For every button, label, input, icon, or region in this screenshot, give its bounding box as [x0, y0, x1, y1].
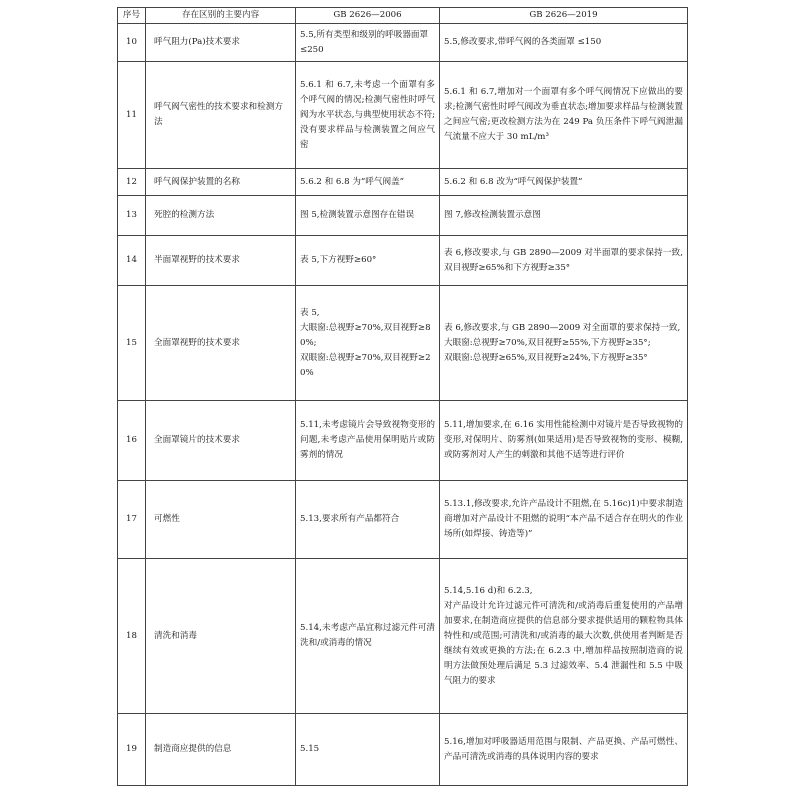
- table-row: [118, 286, 688, 401]
- table-row: [118, 714, 688, 786]
- row-gb2019: 5.11,增加要求,在 6.16 实用性能检测中对镜片是否导致视物的变形,对保明片、防雾剂(如果适用)是否导致视物的变形、模糊,或防雾剂对人产生的刺激和其他不适等进行评价: [440, 401, 688, 481]
- row-gb2019: [440, 286, 688, 401]
- row-item: 可燃性: [146, 481, 296, 559]
- table-header-row: [118, 8, 688, 24]
- row-gb2006: 5.13,要求所有产品都符合: [296, 481, 440, 559]
- row-gb2006: 5.6.1 和 6.7,未考虑一个面罩有多个呼气阀的情况;检测气密性时呼气阀为水平状态,与典型使用状态不符;没有要求样品与检测装置之间应气密: [296, 62, 440, 169]
- row-item: 死腔的检测方法: [146, 196, 296, 236]
- comparison-table: [117, 7, 688, 786]
- row-item: 全面罩镜片的技术要求: [146, 401, 296, 481]
- row-gb2006: 图 5,检测装置示意图存在错误: [296, 196, 440, 236]
- row-no: 13: [118, 196, 146, 236]
- row-gb2019: 5.16,增加对呼吸器适用范围与限制、产品更换、产品可燃性、产品可清洗或消毒的具体说明内容的要求: [440, 714, 688, 786]
- text-line: 表 6,修改要求,与 GB 2890—2009 对全面罩的要求保持一致,: [444, 322, 681, 333]
- row-gb2006: 表 5,下方视野≥60°: [296, 236, 440, 286]
- row-item: 制造商应提供的信息: [146, 714, 296, 786]
- row-item: 呼气阀气密性的技术要求和检测方法: [146, 62, 296, 169]
- row-no: 11: [118, 62, 146, 169]
- text-line: 对产品设计允许过滤元件可清洗和/或消毒后重复使用的产品增加要求,在制造商应提供的信息部分要求提供适用的颗粒物具体特性和/或范围;可清洗和/或消毒的最大次数,供使用者判断是否继续有效或更换的方法;在 6.2.3 中,增加样品按照制造商的说明方法做预处理后满足 5.3 过滤效率、5.4 泄漏性和 5.5 中吸气阻力的要求: [444, 600, 683, 686]
- table-row: [118, 196, 688, 236]
- table-row: [118, 559, 688, 714]
- row-gb2006: 5.6.2 和 6.8 为“呼气阀盖”: [296, 169, 440, 196]
- text-line: 双眼窗:总视野≥70%,双目视野≥20%: [300, 352, 431, 378]
- table-row: [118, 62, 688, 169]
- row-no: 16: [118, 401, 146, 481]
- header-no: 序号: [118, 8, 146, 24]
- row-gb2006: 5.11,未考虑镜片会导致视物变形的问题,未考虑产品使用保明贴片或防雾剂的情况: [296, 401, 440, 481]
- row-no: 18: [118, 559, 146, 714]
- row-gb2006: 5.14,未考虑产品宜称过滤元件可清洗和/或消毒的情况: [296, 559, 440, 714]
- row-item: 全面罩视野的技术要求: [146, 286, 296, 401]
- table-row: [118, 236, 688, 286]
- header-gb2019: GB 2626—2019: [440, 8, 688, 24]
- text-line: 大眼窗:总视野≥70%,双目视野≥55%,下方视野≥35°;: [444, 337, 651, 348]
- row-no: 12: [118, 169, 146, 196]
- row-gb2019: 5.6.2 和 6.8 改为“呼气阀保护装置”: [440, 169, 688, 196]
- text-line: 5.14,5.16 d)和 6.2.3,: [444, 585, 533, 596]
- table-row: [118, 24, 688, 62]
- row-gb2019: 5.6.1 和 6.7,增加对一个面罩有多个呼气阀情况下应做出的要求;检测气密性时呼气阀改为垂直状态;增加要求样品与检测装置之间应气密;更改检测方法为在 249 Pa 负压条件下呼气阀泄漏气流量不应大于 30 mL/m³: [440, 62, 688, 169]
- row-gb2006: [296, 286, 440, 401]
- row-gb2019: 5.13.1,修改要求,允许产品设计不阻燃,在 5.16c)1)中要求制造商增加对产品设计不阻燃的说明“本产品不适合存在明火的作业场所(如焊接、铸造等)”: [440, 481, 688, 559]
- row-no: 19: [118, 714, 146, 786]
- row-no: 17: [118, 481, 146, 559]
- row-gb2006: 5.15: [296, 714, 440, 786]
- row-item: 呼气阻力(Pa)技术要求: [146, 24, 296, 62]
- row-gb2019: 图 7,修改检测装置示意图: [440, 196, 688, 236]
- row-no: 15: [118, 286, 146, 401]
- header-gb2006: GB 2626—2006: [296, 8, 440, 24]
- header-item: 存在区别的主要内容: [146, 8, 296, 24]
- table-row: [118, 401, 688, 481]
- text-line: 双眼窗:总视野≥65%,双目视野≥24%,下方视野≥35°: [444, 352, 648, 363]
- table-row: [118, 169, 688, 196]
- text-line: 大眼窗:总视野≥70%,双目视野≥80%;: [300, 322, 431, 348]
- text-line: 表 5,: [300, 307, 320, 318]
- table-row: [118, 481, 688, 559]
- row-gb2019: [440, 559, 688, 714]
- row-gb2019: 5.5,修改要求,带呼气阀的各类面罩 ≤150: [440, 24, 688, 62]
- row-gb2006: 5.5,所有类型和级别的呼吸器面罩 ≤250: [296, 24, 440, 62]
- row-item: 半面罩视野的技术要求: [146, 236, 296, 286]
- row-no: 10: [118, 24, 146, 62]
- row-gb2019: 表 6,修改要求,与 GB 2890—2009 对半面罩的要求保持一致,双目视野≥65%和下方视野≥35°: [440, 236, 688, 286]
- row-item: 呼气阀保护装置的名称: [146, 169, 296, 196]
- row-item: 清洗和消毒: [146, 559, 296, 714]
- row-no: 14: [118, 236, 146, 286]
